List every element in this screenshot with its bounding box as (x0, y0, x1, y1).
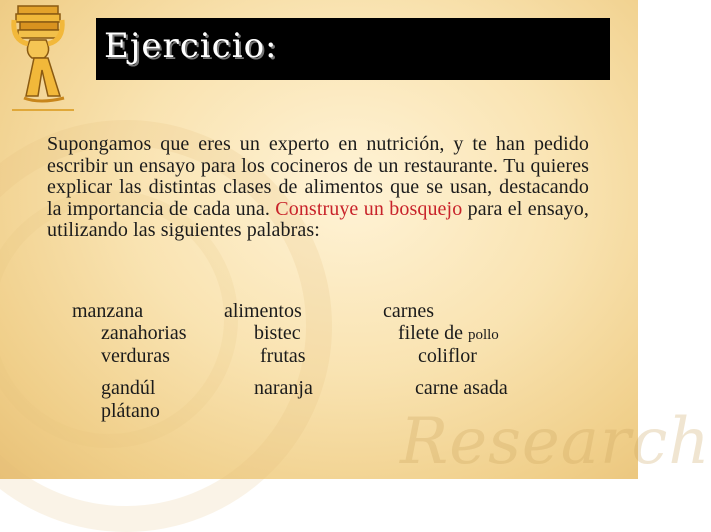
word-frutas: frutas (260, 345, 306, 367)
word-carnes: carnes (383, 300, 435, 322)
word-carne-asada: carne asada (415, 377, 508, 399)
word-zanahorias: zanahorias (101, 322, 187, 344)
paragraph-tail: para el ensayo, utilizando las siguientes palabras: (47, 197, 589, 241)
slide-title: Ejercicio: (104, 26, 278, 66)
word-bistec: bistec (254, 322, 301, 344)
word-platano: plátano (101, 400, 160, 422)
word-filete-de: filete de (398, 322, 463, 344)
exercise-paragraph (47, 134, 589, 242)
word-verduras: verduras (101, 345, 170, 367)
word-coliflor: coliflor (418, 345, 477, 367)
paragraph-highlight: Construye un bosquejo (275, 197, 463, 220)
word-manzana: manzana (72, 300, 144, 322)
word-filete-de-pollo (398, 322, 499, 345)
books-figure-icon (4, 0, 96, 128)
research-watermark: Research (400, 405, 711, 479)
word-pollo: pollo (467, 327, 499, 343)
paragraph-lead: Supongamos que eres un experto en nutrición, y te han pedido escribir un ensayo para los cocineros de un restaurante. Tu quieres explicar las distintas clases de alimentos que se usan, destacando la importancia de cada una. (47, 133, 589, 220)
word-naranja: naranja (254, 377, 313, 399)
word-gandul: gandúl (101, 377, 156, 399)
word-alimentos: alimentos (224, 300, 302, 322)
